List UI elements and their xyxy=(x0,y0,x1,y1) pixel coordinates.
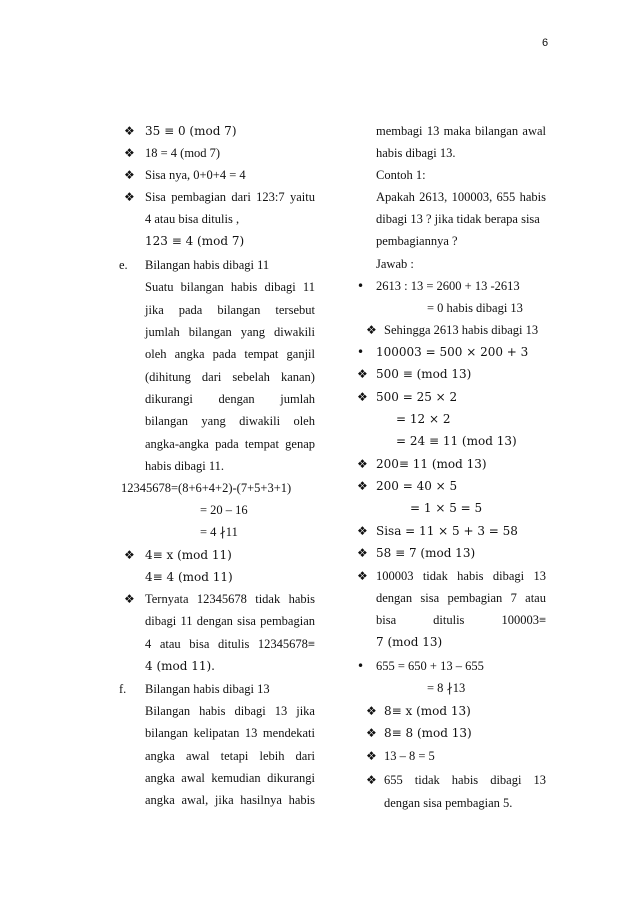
text-line-justified xyxy=(145,369,315,385)
text-line-justified xyxy=(145,748,315,764)
diamond-bullet-icon: ❖ xyxy=(124,190,135,204)
word: awal xyxy=(185,749,210,763)
word: tersebut xyxy=(275,303,315,317)
word: sisa xyxy=(420,591,440,605)
word: dengan xyxy=(376,591,413,605)
diamond-bullet-icon: ❖ xyxy=(357,457,368,471)
text-line-justified xyxy=(145,636,315,652)
text-line-justified xyxy=(376,123,546,139)
word: 13 xyxy=(244,726,258,740)
diamond-bullet-icon: ❖ xyxy=(357,546,368,560)
text-line: 18 = 4 (mod 7) xyxy=(145,146,221,160)
word: membagi xyxy=(376,124,423,138)
diamond-bullet-icon: ❖ xyxy=(357,479,368,493)
word: bilangan xyxy=(145,726,189,740)
text-line-justified xyxy=(145,725,315,741)
word: 13 xyxy=(274,704,288,718)
diamond-bullet-icon: ❖ xyxy=(366,749,377,763)
diamond-bullet-icon: ❖ xyxy=(124,592,135,606)
text-line-justified xyxy=(376,612,546,628)
word: 100003, xyxy=(451,190,493,204)
text-line: 4 (mod 11). xyxy=(145,659,215,673)
text-line-justified xyxy=(145,302,315,318)
word: pada xyxy=(215,437,239,451)
word: bilangan xyxy=(188,325,232,339)
word: Bilangan xyxy=(145,704,191,718)
word: dikurangi xyxy=(267,771,315,785)
word: 13 xyxy=(426,124,440,138)
text-line: pembagiannya ? xyxy=(376,234,458,248)
word: 7 xyxy=(510,591,517,605)
round-bullet-icon: • xyxy=(357,345,365,359)
word: bilangan xyxy=(217,303,261,317)
word: ditulis xyxy=(433,613,465,627)
word: bilangan xyxy=(180,280,224,294)
calculation: 2613 : 13 = 2600 + 13 -2613 xyxy=(376,279,520,293)
word: tetapi xyxy=(220,749,249,763)
text-line: dengan sisa pembagian 5. xyxy=(384,796,513,810)
text-line-justified xyxy=(145,189,315,205)
calculation: = 12 × 2 xyxy=(396,412,451,426)
text-line-justified xyxy=(376,189,546,205)
word: tidak xyxy=(422,569,448,583)
text-line-justified xyxy=(145,770,315,786)
word: pada xyxy=(178,303,203,317)
calculation: = 24 ≡ 11 (mod 13) xyxy=(396,434,517,448)
text-line-justified xyxy=(145,703,315,719)
word: dari xyxy=(295,749,315,763)
word: bisa xyxy=(376,613,397,627)
word: dibagi xyxy=(490,773,522,787)
calculation: 8≡ 8 (mod 13) xyxy=(384,726,472,740)
calculation: 200≡ 11 (mod 13) xyxy=(376,457,487,471)
calculation: = 20 – 16 xyxy=(200,503,248,517)
calculation: 500 = 25 × 2 xyxy=(376,390,458,404)
text-line-justified xyxy=(376,590,546,606)
word: diwakili xyxy=(274,325,315,339)
word: ganjil xyxy=(286,347,315,361)
word: lebih xyxy=(259,749,285,763)
word: sebelah xyxy=(232,370,270,384)
word: 100003≡ xyxy=(501,613,546,627)
calculation: 100003 = 500 × 200 + 3 xyxy=(376,345,529,359)
calculation: Sisa = 11 × 5 + 3 = 58 xyxy=(376,524,518,538)
text-line-justified xyxy=(145,346,315,362)
word: genap xyxy=(285,437,315,451)
text-line: Sehingga 2613 habis dibagi 13 xyxy=(384,323,539,337)
calculation: 13 – 8 = 5 xyxy=(384,749,435,763)
diamond-bullet-icon: ❖ xyxy=(357,367,368,381)
word: Suatu xyxy=(145,280,174,294)
word: awal, xyxy=(181,793,209,807)
word: Sisa xyxy=(145,190,166,204)
diamond-bullet-icon: ❖ xyxy=(366,323,377,337)
word: dari xyxy=(201,370,222,384)
word: bisa xyxy=(189,637,210,651)
word: bilangan xyxy=(475,124,519,138)
word: 11 xyxy=(180,614,193,628)
word: yang xyxy=(240,325,266,339)
word: jika xyxy=(145,303,164,317)
calculation: 500 ≡ (mod 13) xyxy=(376,367,472,381)
word: pada xyxy=(212,347,237,361)
word: bilangan xyxy=(145,414,189,428)
word: habis xyxy=(519,190,546,204)
text-line: 4≡ 4 (mod 11) xyxy=(145,570,233,584)
text-line: 7 (mod 13) xyxy=(376,635,443,649)
text-line: 123 ≡ 4 (mod 7) xyxy=(145,234,245,248)
text-line-justified xyxy=(145,591,315,607)
text-line: habis dibagi 11. xyxy=(145,459,225,473)
round-bullet-icon: • xyxy=(357,279,365,293)
word: tempat xyxy=(244,437,279,451)
word: jumlah xyxy=(280,392,315,406)
word: mendekati xyxy=(262,726,315,740)
word: kemudian xyxy=(211,771,261,785)
word: tidak xyxy=(414,773,440,787)
word: habis xyxy=(457,569,484,583)
text-line: Sisa nya, 0+0+4 = 4 xyxy=(145,168,246,182)
word: habis xyxy=(230,280,258,294)
text-line: 35 ≡ 0 (mod 7) xyxy=(145,124,237,138)
diamond-bullet-icon: ❖ xyxy=(366,726,377,740)
word: Apakah xyxy=(376,190,415,204)
word: atau xyxy=(159,637,181,651)
word: sisa xyxy=(237,614,256,628)
diamond-bullet-icon: ❖ xyxy=(357,569,368,583)
word: awal xyxy=(522,124,546,138)
calculation: = 1 × 5 = 5 xyxy=(410,501,483,515)
word: habis xyxy=(199,704,226,718)
word: habis xyxy=(451,773,479,787)
word: dibagi xyxy=(492,569,525,583)
calculation: = 4 ∤11 xyxy=(200,525,238,539)
word: tidak xyxy=(255,592,281,606)
word: atau xyxy=(525,591,546,605)
text-line: 4 atau bisa ditulis , xyxy=(145,212,240,226)
word: tempat xyxy=(244,347,279,361)
calculation: 58 ≡ 7 (mod 13) xyxy=(376,546,476,560)
diamond-bullet-icon: ❖ xyxy=(366,773,377,787)
text-line-justified xyxy=(384,772,546,788)
word: yang xyxy=(201,414,226,428)
word: pembagian xyxy=(260,614,315,628)
word: jumlah xyxy=(145,325,180,339)
text-line-justified xyxy=(145,279,315,295)
word: ditulis xyxy=(218,637,250,651)
word: dari xyxy=(231,190,251,204)
word: jika xyxy=(214,793,234,807)
section-heading: Bilangan habis dibagi 11 xyxy=(145,258,270,272)
text-line: dibagi 13 ? jika tidak berapa sisa xyxy=(376,212,540,226)
text-line: 4≡ x (mod 11) xyxy=(145,548,232,562)
word: oleh xyxy=(293,414,315,428)
calculation: = 0 habis dibagi 13 xyxy=(427,301,523,315)
word: dibagi xyxy=(145,614,177,628)
word: angka-angka xyxy=(145,437,209,451)
word: dikurangi xyxy=(145,392,193,406)
diamond-bullet-icon: ❖ xyxy=(124,146,135,160)
word: oleh xyxy=(145,347,167,361)
section-heading: Bilangan habis dibagi 13 xyxy=(145,682,270,696)
word: kanan) xyxy=(280,370,315,384)
word: angka xyxy=(145,771,175,785)
text-line-justified xyxy=(145,413,315,429)
text-line: habis dibagi 13. xyxy=(376,146,456,160)
list-marker: f. xyxy=(119,682,127,696)
diamond-bullet-icon: ❖ xyxy=(366,704,377,718)
word: hasilnya xyxy=(240,793,282,807)
word: 12345678 xyxy=(196,592,247,606)
word: maka xyxy=(443,124,471,138)
word: yaitu xyxy=(289,190,315,204)
word: dengan xyxy=(218,392,255,406)
word: pembagian xyxy=(447,591,503,605)
word: awal xyxy=(181,771,205,785)
text-line-justified xyxy=(145,324,315,340)
word: 11 xyxy=(302,280,315,294)
calculation: = 8 ∤13 xyxy=(427,681,466,695)
word: habis xyxy=(288,793,315,807)
word: angka xyxy=(145,793,175,807)
diamond-bullet-icon: ❖ xyxy=(357,524,368,538)
text-line: Contoh 1: xyxy=(376,168,426,182)
word: 12345678≡ xyxy=(257,637,315,651)
word: Ternyata xyxy=(145,592,189,606)
word: diwakili xyxy=(239,414,281,428)
calculation: 8≡ x (mod 13) xyxy=(384,704,471,718)
diamond-bullet-icon: ❖ xyxy=(357,390,368,404)
word: (dihitung xyxy=(145,370,191,384)
word: angka xyxy=(174,347,205,361)
text-line-justified xyxy=(145,792,315,808)
diamond-bullet-icon: ❖ xyxy=(124,168,135,182)
diamond-bullet-icon: ❖ xyxy=(124,124,135,138)
calculation: 655 = 650 + 13 – 655 xyxy=(376,659,484,673)
diamond-bullet-icon: ❖ xyxy=(124,548,135,562)
word: pembagian xyxy=(171,190,227,204)
text-line: Jawab : xyxy=(376,257,414,271)
word: habis xyxy=(288,592,315,606)
list-marker: e. xyxy=(119,258,128,272)
word: 100003 xyxy=(376,569,414,583)
word: 655 xyxy=(496,190,516,204)
word: jika xyxy=(296,704,315,718)
calculation: 12345678=(8+6+4+2)-(7+5+3+1) xyxy=(121,481,292,495)
text-line-justified xyxy=(145,436,315,452)
round-bullet-icon: • xyxy=(357,659,365,673)
word: angka xyxy=(145,749,175,763)
word: 655 xyxy=(384,773,403,787)
word: dibagi xyxy=(264,280,296,294)
calculation: 200 = 40 × 5 xyxy=(376,479,458,493)
text-line-justified xyxy=(376,568,546,584)
word: dibagi xyxy=(234,704,266,718)
word: 4 xyxy=(145,637,152,651)
page-number: 6 xyxy=(542,37,549,49)
text-line-justified xyxy=(145,613,315,629)
word: 2613, xyxy=(419,190,448,204)
word: 13 xyxy=(533,773,546,787)
word: 123:7 xyxy=(256,190,285,204)
text-line-justified xyxy=(145,391,315,407)
word: 13 xyxy=(533,569,546,583)
word: kelipatan xyxy=(193,726,240,740)
word: dengan xyxy=(196,614,233,628)
